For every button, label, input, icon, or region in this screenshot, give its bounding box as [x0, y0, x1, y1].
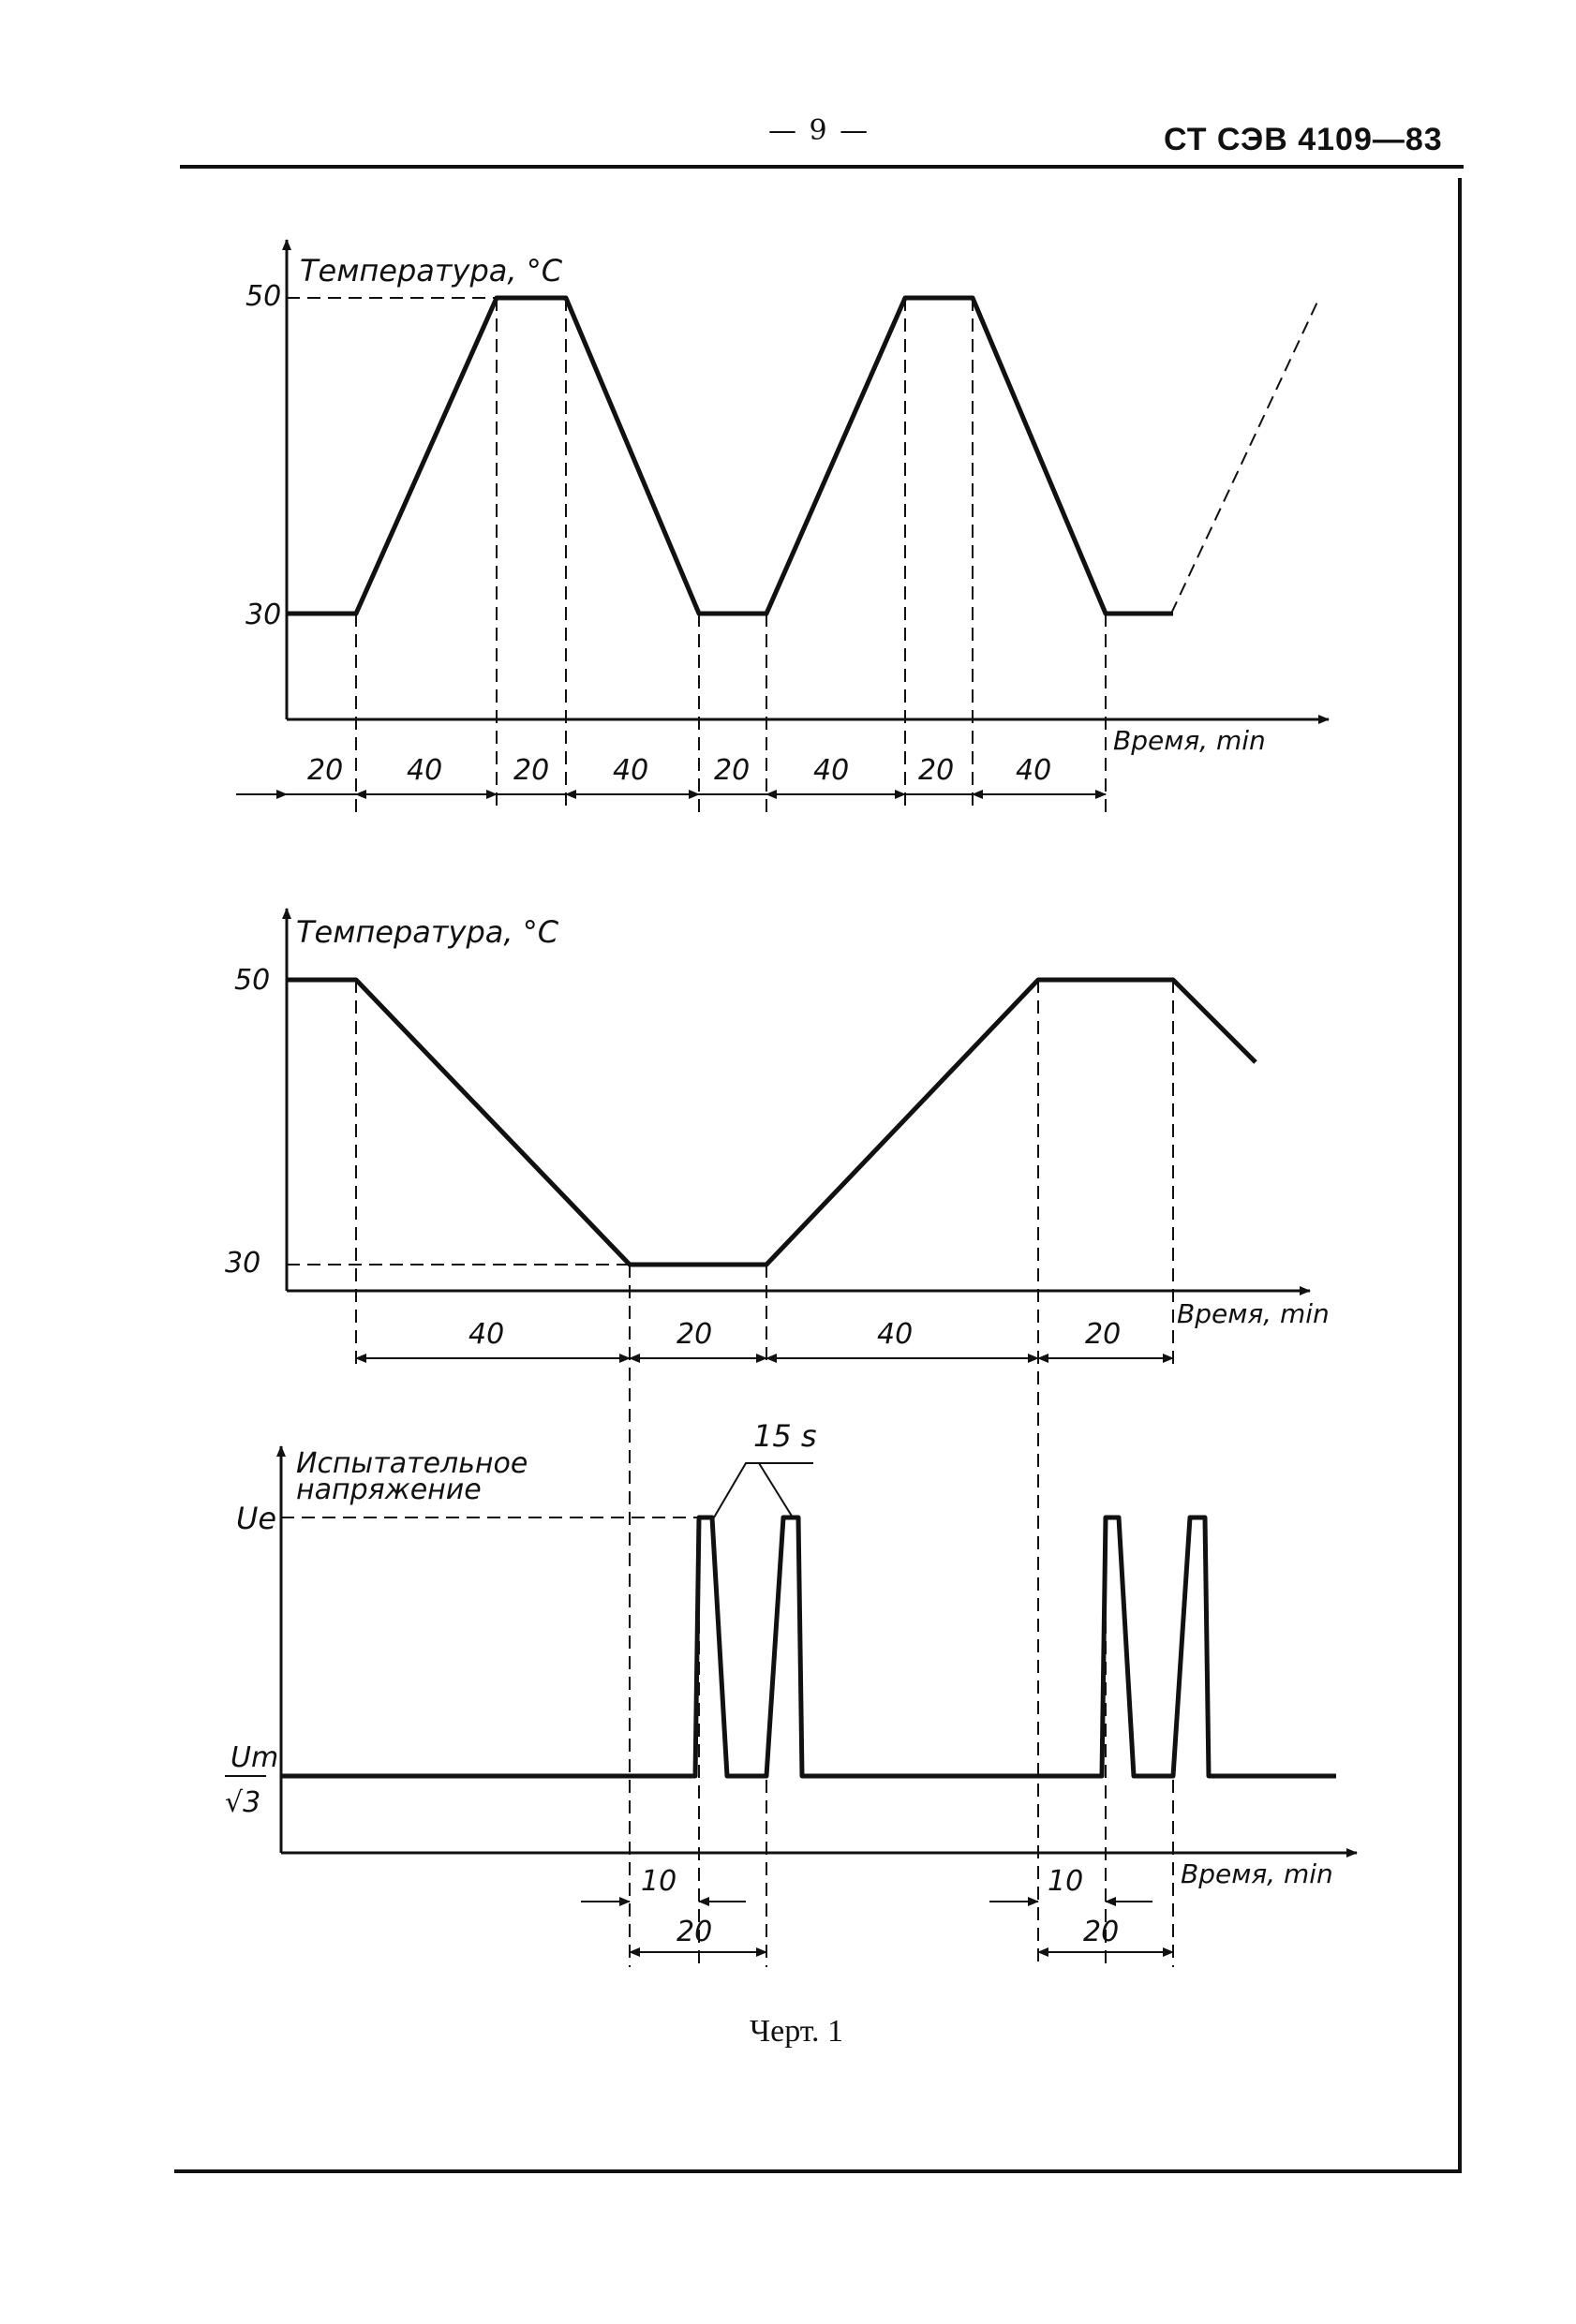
d3-sqrt3-label: √3 — [225, 1786, 261, 1819]
diagram-1-temperature-cycle — [236, 240, 1329, 813]
d3-x-label: Время, min — [1181, 1858, 1333, 1889]
d1-temperature-profile — [287, 298, 1173, 614]
d1-seg-4: 40 — [613, 754, 649, 787]
d3-pulse-label: 15 s — [753, 1418, 817, 1454]
d3-voltage-profile — [281, 1517, 1336, 1776]
d3-dim-20a-label: 20 — [676, 1916, 713, 1948]
d2-seg-1: 40 — [468, 1318, 505, 1351]
d2-y-label: Температура, °С — [296, 914, 559, 950]
standard-designation: СТ СЭВ 4109—83 — [1164, 122, 1443, 157]
d1-seg-3: 20 — [513, 754, 550, 787]
diagram-3-test-voltage — [225, 1418, 1357, 1967]
d2-ytick-50: 50 — [234, 964, 271, 997]
d3-y-label-line1: Испытательное — [296, 1447, 528, 1480]
d1-seg-7: 20 — [918, 754, 955, 787]
d2-seg-4: 20 — [1085, 1318, 1122, 1351]
d1-ytick-30: 30 — [245, 599, 282, 631]
d1-seg-1: 20 — [307, 754, 344, 787]
d3-dim-10a-label: 10 — [641, 1865, 677, 1898]
d2-seg-2: 20 — [676, 1318, 713, 1351]
d3-ue-label: Uе — [236, 1501, 277, 1536]
d1-continuation — [1171, 298, 1319, 614]
d1-y-label: Температура, °С — [300, 253, 563, 289]
d3-um-label: Um — [230, 1741, 279, 1774]
d2-ytick-30: 30 — [225, 1247, 261, 1280]
page-number: — 9 — — [768, 114, 870, 147]
d2-x-label: Время, min — [1177, 1298, 1330, 1329]
d3-y-label-line2: напряжение — [296, 1473, 482, 1506]
d1-x-label: Время, min — [1113, 725, 1266, 756]
d2-temperature-profile — [287, 980, 1256, 1265]
d1-seg-8: 40 — [1016, 754, 1052, 787]
d1-ytick-50: 50 — [245, 280, 282, 313]
d3-dim-20b-label: 20 — [1083, 1916, 1120, 1948]
d1-seg-2: 40 — [407, 754, 443, 787]
d1-seg-6: 40 — [813, 754, 850, 787]
d3-dim-10b-label: 10 — [1048, 1865, 1084, 1898]
d2-seg-3: 40 — [877, 1318, 914, 1351]
figure-caption: Черт. 1 — [750, 2014, 844, 2049]
d1-seg-5: 20 — [714, 754, 751, 787]
